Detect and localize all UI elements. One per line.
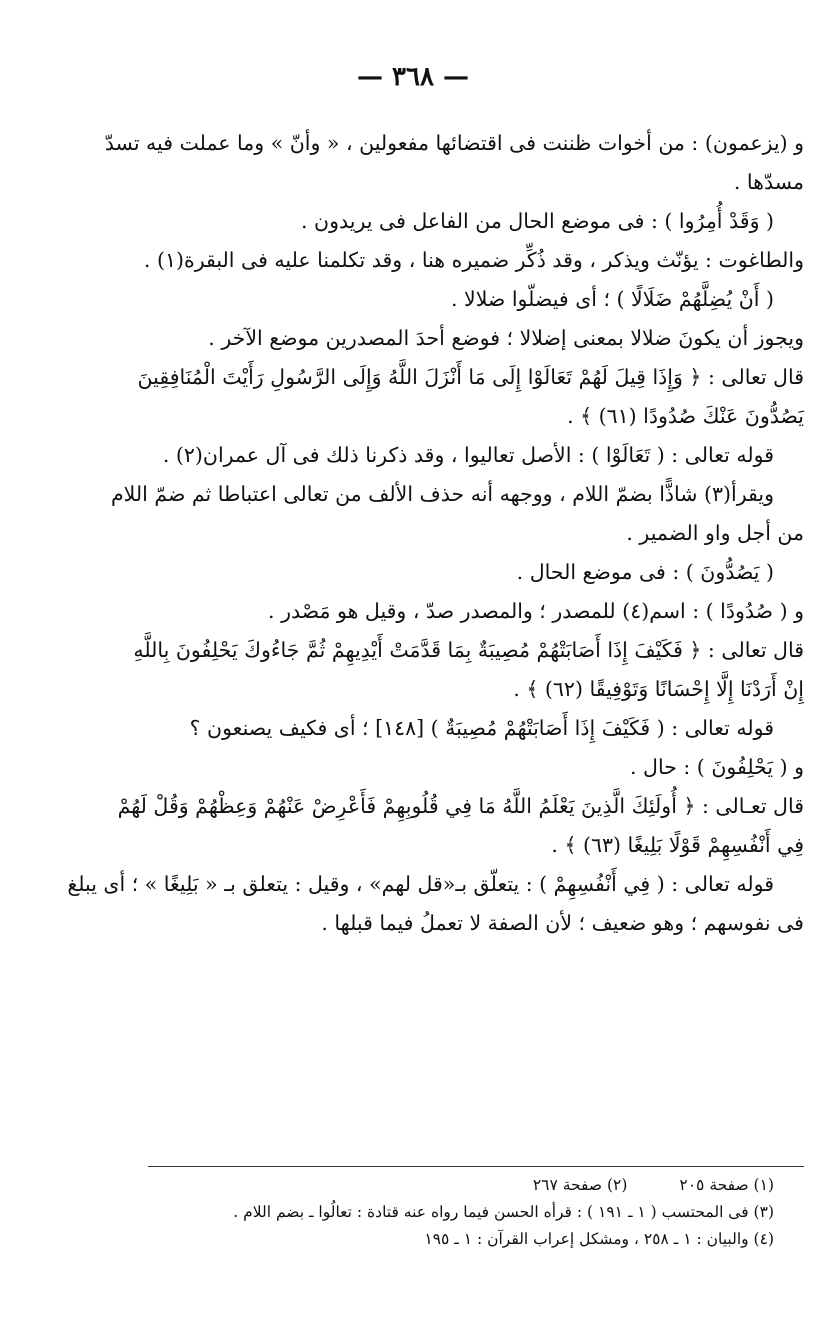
text-line: والطاغوت : يؤنّث ويذكر ، وقد ذُكِّر ضميره هنا ، وقد تكلمنا عليه فى البقرة(١) .: [143, 248, 804, 272]
text-line: من أجل واو الضمير .: [626, 521, 804, 545]
text-line: قال تعالى : ﴿ وَإِذَا قِيلَ لَهُمْ تَعَالَوْا إِلَى مَا أَنْزَلَ اللَّهُ وَإِلَى الرَّسُولِ رَأَيْتَ الْمُنَافِقِينَ: [137, 365, 804, 389]
text-line: قال تعالى : ﴿ فَكَيْفَ إِذَا أَصَابَتْهُمْ مُصِيبَةٌ بِمَا قَدَّمَتْ أَيْدِيهِمْ ثُمَّ جَاءُوكَ يَحْلِفُونَ بِاللَّهِ: [133, 638, 804, 662]
main-text: [22, 124, 804, 943]
text-line: إِنْ أَرَدْنَا إِلَّا إِحْسَانًا وَتَوْفِيقًا (٦٢) ﴾ .: [513, 677, 804, 701]
footnote-3: (٣) فى المحتسب ( ١ ـ ١٩١ ) : قرأه الحسن فيما رواه عنه قتادة : تعالُوا ـ بضم اللام .: [233, 1203, 774, 1221]
footnote-2: (٢) صفحة ٢٦٧: [532, 1176, 628, 1194]
text-line: فى نفوسهم ؛ وهو ضعيف ؛ لأن الصفة لا تعملُ فيما قبلها .: [321, 911, 804, 935]
text-line: و ( يَحْلِفُونَ ) : حال .: [630, 755, 804, 779]
text-line: ( يَصُدُّونَ ) : فى موضع الحال .: [516, 560, 774, 584]
text-line: ( أَنْ يُضِلَّهُمْ ضَلَالًا ) ؛ أى فيضلّوا ضلالا .: [450, 287, 774, 311]
footnote-1: (١) صفحة ٢٠٥: [679, 1176, 774, 1194]
text-line: ويقرأ(٣) شاذًّا بضمّ اللام ، ووجهه أنه حذف الألف من تعالى اعتباطا ثم ضمّ اللام: [110, 482, 774, 506]
footnote-line: [22, 1172, 804, 1199]
page-number: — ٣٦٨ —: [356, 62, 470, 92]
footnotes: [22, 1172, 804, 1253]
footnote-4: (٤) والبيان : ١ ـ ٢٥٨ ، ومشكل إعراب القرآن : ١ ـ ١٩٥: [424, 1230, 774, 1248]
text-line: مسدّها .: [733, 170, 804, 194]
text-line: قوله تعالى : ( فِي أَنْفُسِهِمْ ) : يتعلّق بـ«قل لهم» ، وقيل : يتعلق بـ « بَلِيغًا » ؛ أى يبلغ: [67, 872, 774, 896]
text-line: قال تعـالى : ﴿ أُولَئِكَ الَّذِينَ يَعْلَمُ اللَّهُ مَا فِي قُلُوبِهِمْ فَأَعْرِضْ عَنْهُمْ وَعِظْهُمْ وَقُلْ لَهُمْ: [117, 794, 804, 818]
text-line: قوله تعالى : ( فَكَيْفَ إِذَا أَصَابَتْهُمْ مُصِيبَةٌ ) [١٤٨] ؛ أى فكيف يصنعون ؟: [189, 716, 774, 740]
footnote-divider: [148, 1166, 804, 1167]
text-line: قوله تعالى : ( تَعَالَوْا ) : الأصل تعاليوا ، وقد ذكرنا ذلك فى آل عمران(٢) .: [162, 443, 774, 467]
text-line: يَصُدُّونَ عَنْكَ صُدُودًا (٦١) ﴾ .: [567, 404, 804, 428]
text-line: فِي أَنْفُسِهِمْ قَوْلًا بَلِيغًا (٦٣) ﴾ .: [551, 833, 804, 857]
text-line: و ( صُدُودًا ) : اسم(٤) للمصدر ؛ والمصدر صدّ ، وقيل هو مَصْدر .: [268, 599, 804, 623]
text-line: ( وَقَدْ أُمِرُوا ) : فى موضع الحال من الفاعل فى يريدون .: [301, 209, 774, 233]
text-line: و (يزعمون) : من أخوات ظننت فى اقتضائها مفعولين ، « وأنّ » وما عملت فيه تسدّ: [104, 131, 804, 155]
text-line: ويجوز أن يكونَ ضلالا بمعنى إضلالا ؛ فوضع أحدَ المصدرين موضع الآخر .: [208, 326, 804, 350]
